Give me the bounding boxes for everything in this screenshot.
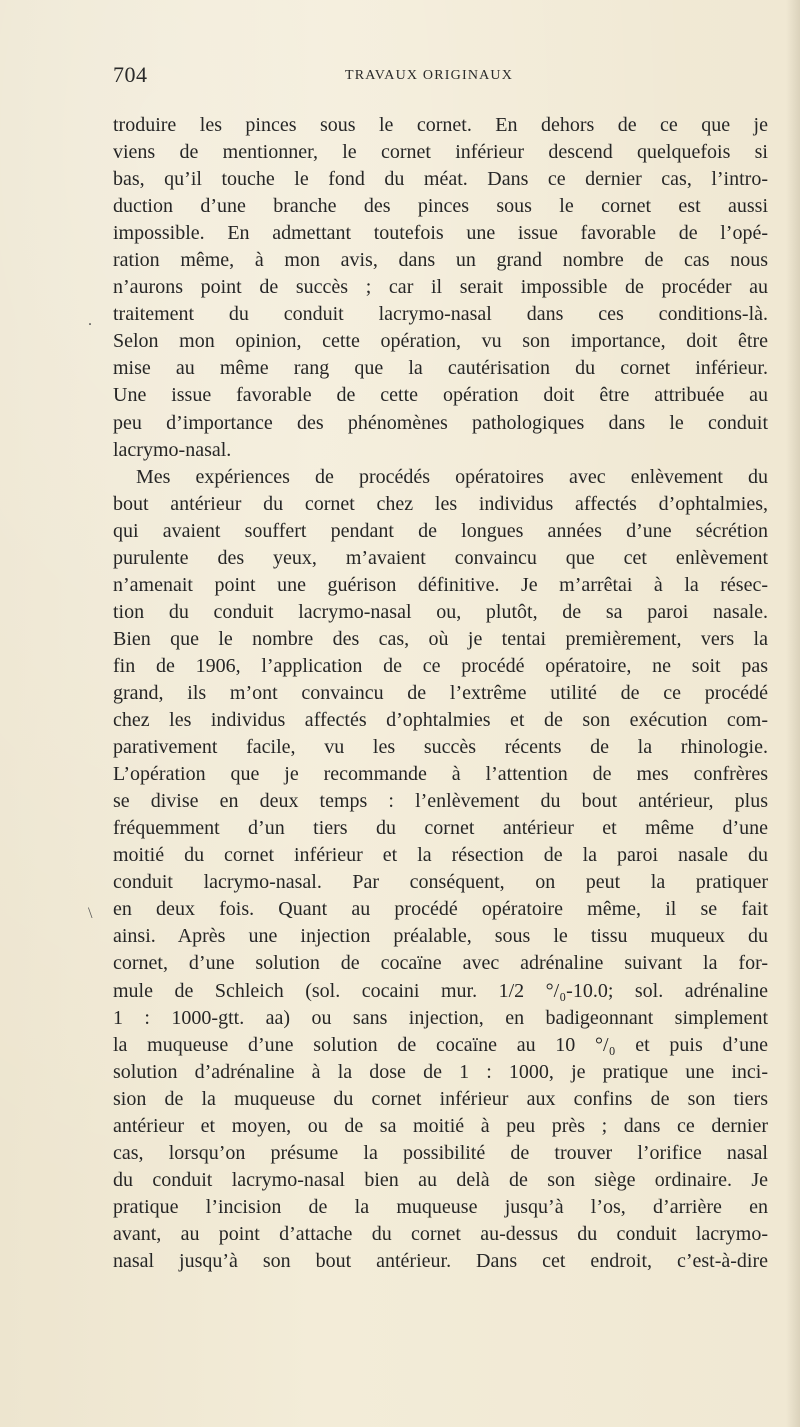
text-line: sion de la muqueuse du cornet inférieur aux confins de son tiers [113,1087,768,1110]
text-line: ainsi. Après une injection préalable, sous le tissu muqueux du [113,925,768,948]
text-line: tion du conduit lacrymo-nasal ou, plutôt, de sa paroi nasale. [113,600,768,623]
margin-stroke: \ [88,905,93,922]
text-line: chez les individus affectés d’ophtalmies et de son exécution com- [113,709,768,732]
text-line: qui avaient souffert pendant de longues années d’une sécrétion [113,519,768,542]
text-line: mise au même rang que la cautérisation du cornet inférieur. [113,357,768,380]
text-line: cornet, d’une solution de cocaïne avec adrénaline suivant la for- [113,952,768,975]
text-line: mule de Schleich (sol. cocaini mur. 1/2 °/₀-10.0; sol. adrénaline [113,979,768,1002]
text-line: pratique l’incision de la muqueuse jusqu’à l’os, d’arrière en [113,1195,768,1218]
page-header [113,62,713,92]
text-line: fréquemment d’un tiers du cornet antérieur et même d’une [113,817,768,840]
text-line: Bien que le nombre des cas, où je tentai premièrement, vers la [113,627,768,650]
text-line: impossible. En admettant toutefois une issue favorable de l’opé- [113,222,768,245]
text-line: avant, au point d’attache du cornet au-dessus du conduit lacrymo- [113,1222,768,1245]
text-line: 1 : 1000-gtt. aa) ou sans injection, en badigeonnant simplement [113,1006,768,1029]
text-line: traitement du conduit lacrymo-nasal dans ces conditions-là. [113,303,768,326]
page-edge-shadow [786,0,800,1427]
page-number: 704 [113,62,148,87]
text-line: nasal jusqu’à son bout antérieur. Dans cet endroit, c’est-à-dire [113,1249,768,1272]
text-line: conduit lacrymo-nasal. Par conséquent, on peut la pratiquer [113,871,768,894]
text-line: parativement facile, vu les succès récents de la rhinologie. [113,736,768,759]
margin-dot: . [88,312,92,329]
text-line: Mes expériences de procédés opératoires avec enlèvement du [136,465,768,488]
text-line: du conduit lacrymo-nasal bien au delà de son siège ordinaire. Je [113,1168,768,1191]
text-line: en deux fois. Quant au procédé opératoire même, il se fait [113,898,768,921]
text-line: Selon mon opinion, cette opération, vu son importance, doit être [113,330,768,353]
text-line: bas, qu’il touche le fond du méat. Dans ce dernier cas, l’intro- [113,168,768,191]
text-line: bout antérieur du cornet chez les individus affectés d’ophtalmies, [113,492,768,515]
running-head: TRAVAUX ORIGINAUX [345,68,514,83]
text-line: antérieur et moyen, ou de sa moitié à peu près ; dans ce dernier [113,1114,768,1137]
text-line: duction d’une branche des pinces sous le cornet est aussi [113,195,768,218]
text-line: peu d’importance des phénomènes pathologiques dans le conduit [113,411,768,434]
text-line: Une issue favorable de cette opération doit être attribuée au [113,384,768,407]
text-line: troduire les pinces sous le cornet. En dehors de ce que je [113,114,768,136]
text-line: n’amenait point une guérison définitive. Je m’arrêtai à la résec- [113,573,768,596]
text-line: n’aurons point de succès ; car il serait impossible de procéder au [113,276,768,299]
text-line: se divise en deux temps : l’enlèvement du bout antérieur, plus [113,790,768,813]
text-line: la muqueuse d’une solution de cocaïne au 10 °/₀ et puis d’une [113,1033,768,1056]
text-line: purulente des yeux, m’avaient convaincu que cet enlèvement [113,546,768,569]
text-line: solution d’adrénaline à la dose de 1 : 1000, je pratique une inci- [113,1060,768,1083]
text-line: L’opération que je recommande à l’attention de mes confrères [113,763,768,786]
text-line: moitié du cornet inférieur et la résection de la paroi nasale du [113,844,768,867]
text-line: viens de mentionner, le cornet inférieur descend quelquefois si [113,141,768,164]
text-line: lacrymo-nasal. [113,438,232,461]
text-line: grand, ils m’ont convaincu de l’extrême utilité de ce procédé [113,681,768,704]
text-line: cas, lorsqu’on présume la possibilité de trouver l’orifice nasal [113,1141,768,1164]
text-line: fin de 1906, l’application de ce procédé opératoire, ne soit pas [113,654,768,677]
text-line: ration même, à mon avis, dans un grand nombre de cas nous [113,249,768,272]
body-text [113,112,768,1275]
